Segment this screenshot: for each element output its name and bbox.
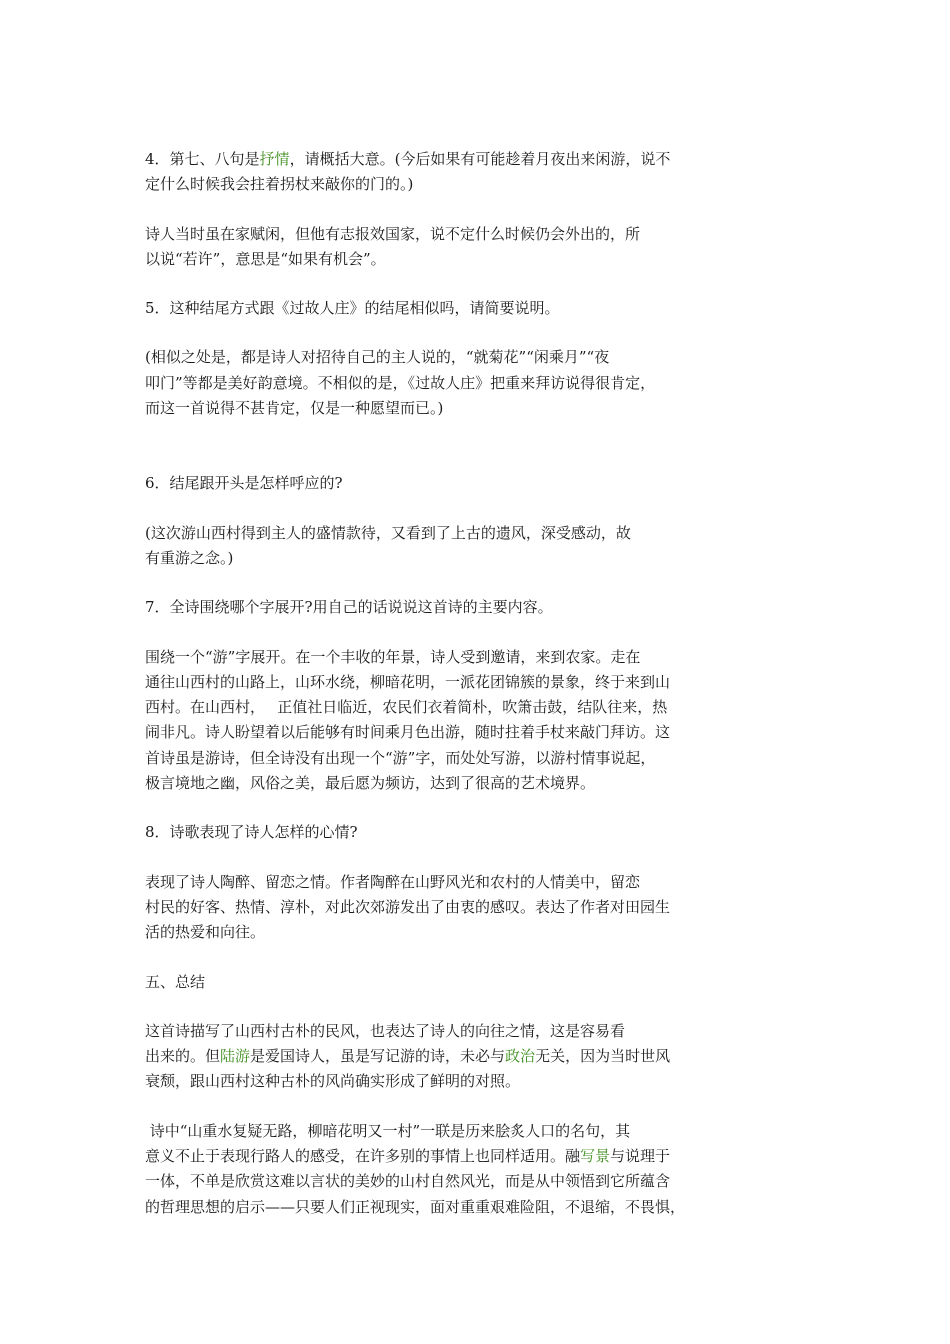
question-4-text-cont: ，请概括大意。(今后如果有可能趁着月夜出来闲游，说不: [289, 150, 671, 168]
answer-8: [145, 870, 745, 946]
answer-5-line-2: 叩门”等都是美好韵意境。不相似的是，《过故人庄》把重来拜访说得很肯定，: [145, 373, 656, 392]
answer-8-line-3: 活的热爱和向往。: [145, 923, 266, 942]
link-shuqing[interactable]: 抒情: [259, 150, 290, 168]
answer-8-line-1: 表现了诗人陶醉、留恋之情。作者陶醉在山野风光和农村的人情美中，留恋: [145, 872, 641, 891]
question-6: [145, 471, 745, 496]
summary-2-text-post: 与说理于: [610, 1147, 671, 1166]
section-heading: [145, 970, 745, 995]
question-7-line-1: 7．全诗围绕哪个字展开?用自己的话说说这首诗的主要内容。: [145, 598, 553, 617]
answer-5-line-3: 而这一首说得不甚肯定，仅是一种愿望而已。): [145, 399, 444, 418]
link-zhengzhi[interactable]: 政治: [505, 1047, 536, 1066]
answer-5: [145, 345, 745, 421]
answer-4: [145, 222, 745, 273]
summary-1-line-3: 衰颓，跟山西村这种古朴的风尚确实形成了鲜明的对照。: [145, 1072, 521, 1091]
answer-6: [145, 521, 745, 572]
question-4-line-2: 定什么时候我会拄着拐杖来敲你的门的。): [145, 175, 414, 194]
answer-7-line-3: 西村。在山西村， 正值社日临近，农民们衣着简朴，吹箫击鼓，结队往来，热: [145, 698, 668, 717]
question-5: [145, 296, 745, 321]
summary-2-line-1: 诗中“山重水复疑无路，柳暗花明又一村”一联是历来脍炙人口的名句，其: [145, 1121, 631, 1140]
answer-8-line-2: 村民的好客、热情、淳朴，对此次郊游发出了由衷的感叹。表达了作者对田园生: [145, 897, 671, 916]
question-4-text: 4．第七、八句是: [145, 150, 260, 168]
question-5-line-1: 5．这种结尾方式跟《过故人庄》的结尾相似吗，请简要说明。: [145, 299, 560, 318]
summary-2-line-2: [145, 1144, 745, 1169]
answer-5-line-1: (相似之处是，都是诗人对招待自己的主人说的，“就菊花”“闲乘月”“夜: [145, 348, 610, 367]
document-page: [145, 147, 745, 1220]
answer-7-line-2: 通往山西村的山路上，山环水绕，柳暗花明，一派花团锦簇的景象，终于来到山: [145, 672, 671, 691]
question-4: [145, 147, 745, 198]
summary-2-line-4: 的哲理思想的启示——只要人们正视现实，面对重重艰难险阻，不退缩，不畏惧，: [145, 1197, 686, 1216]
summary-paragraph-1: [145, 1019, 745, 1095]
answer-7-line-5: 首诗虽是游诗，但全诗没有出现一个“游”字，而处处写游，以游村情事说起，: [145, 748, 656, 767]
question-8-line-1: 8．诗歌表现了诗人怎样的心情?: [145, 823, 358, 842]
answer-7: [145, 645, 745, 797]
question-7: [145, 595, 745, 620]
answer-7-line-6: 极言境地之幽，风俗之美，最后愿为频访，达到了很高的艺术境界。: [145, 774, 596, 793]
summary-1-line-1: 这首诗描写了山西村古朴的民风，也表达了诗人的向往之情，这是容易看: [145, 1021, 626, 1040]
link-xiejing[interactable]: 写景: [580, 1147, 611, 1166]
question-6-line-1: 6．结尾跟开头是怎样呼应的?: [145, 474, 343, 493]
question-4-line-1: [145, 147, 745, 172]
answer-6-line-1: (这次游山西村得到主人的盛情款待，又看到了上古的遗风，深受感动，故: [145, 523, 631, 542]
summary-2-line-3: 一体，不单是欣赏这难以言状的美妙的山村自然风光，而是从中领悟到它所蕴含: [145, 1172, 671, 1191]
question-8: [145, 820, 745, 845]
answer-7-line-4: 闹非凡。诗人盼望着以后能够有时间乘月色出游，随时拄着手杖来敲门拜访。这: [145, 723, 671, 742]
link-luyou[interactable]: 陆游: [220, 1047, 251, 1066]
section-5-title: 五、总结: [145, 972, 206, 991]
answer-6-line-2: 有重游之念。): [145, 548, 234, 567]
summary-2-text: 意义不止于表现行路人的感受，在许多别的事情上也同样适用。融: [145, 1147, 581, 1166]
summary-1-line-2: [145, 1044, 745, 1069]
answer-7-line-1: 围绕一个“游”字展开。在一个丰收的年景，诗人受到邀请，来到农家。走在: [145, 647, 641, 666]
answer-4-line-2: 以说“若许”，意思是“如果有机会”。: [145, 249, 386, 268]
summary-1-text: 出来的。但: [145, 1047, 221, 1066]
summary-paragraph-2: [145, 1119, 745, 1220]
answer-4-line-1: 诗人当时虽在家赋闲，但他有志报效国家，说不定什么时候仍会外出的，所: [145, 224, 641, 243]
summary-1-text-post: 无关，因为当时世风: [535, 1047, 671, 1066]
summary-1-text-mid: 是爱国诗人，虽是写记游的诗，未必与: [250, 1047, 506, 1066]
